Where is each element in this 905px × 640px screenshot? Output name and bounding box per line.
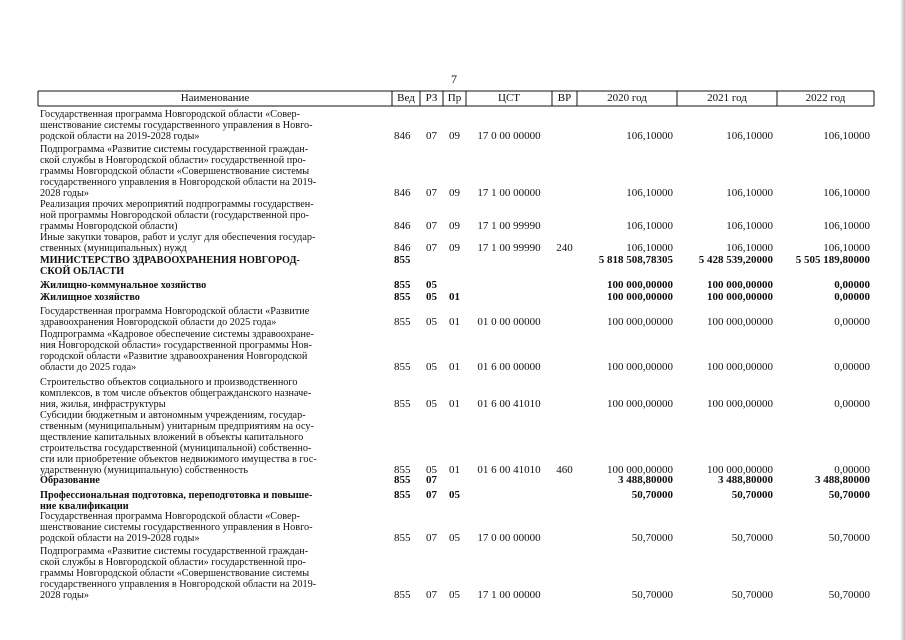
row-rz: 05 bbox=[426, 315, 437, 328]
row-amount-2020: 5 818 508,78305 bbox=[598, 254, 673, 266]
row-name-line: шенствование системы государственного управления в Новго- bbox=[40, 520, 313, 533]
row-name-line: Жилищное хозяйство bbox=[40, 291, 140, 303]
row-pr: 05 bbox=[449, 531, 460, 544]
row-cst: 17 1 00 99990 bbox=[477, 219, 541, 232]
header-2020: 2020 год bbox=[607, 92, 647, 104]
row-name-line: родской области на 2019-2028 годы» bbox=[40, 129, 200, 142]
row-cst: 01 6 00 41010 bbox=[477, 397, 541, 410]
row-amount-2021: 100 000,00000 bbox=[707, 291, 773, 303]
row-name-line: Иные закупки товаров, работ и услуг для обеспечения государ- bbox=[40, 231, 316, 243]
row-amount-2020: 100 000,00000 bbox=[607, 360, 673, 373]
row-rz: 07 bbox=[426, 129, 437, 142]
row-pr: 09 bbox=[449, 241, 460, 254]
row-amount-2022: 0,00000 bbox=[834, 360, 870, 373]
row-amount-2021: 3 488,80000 bbox=[718, 474, 773, 486]
row-ved: 855 bbox=[394, 474, 411, 486]
row-amount-2020: 106,10000 bbox=[626, 219, 673, 232]
row-rz: 07 bbox=[426, 186, 437, 199]
row-amount-2020: 106,10000 bbox=[626, 129, 673, 142]
row-name-line: ственным (муниципальным) унитарным предприятиям на осу- bbox=[40, 419, 314, 432]
row-amount-2021: 100 000,00000 bbox=[707, 463, 773, 476]
row-name-line: Государственная программа Новгородской области «Развитие bbox=[40, 305, 310, 317]
row-ved: 855 bbox=[394, 315, 411, 328]
row-amount-2022: 3 488,80000 bbox=[815, 474, 870, 486]
row-amount-2022: 5 505 189,80000 bbox=[795, 254, 870, 266]
row-pr: 01 bbox=[449, 315, 460, 328]
row-amount-2020: 3 488,80000 bbox=[618, 474, 673, 486]
header-ved: Вед bbox=[397, 92, 415, 104]
row-rz: 07 bbox=[426, 241, 437, 254]
row-amount-2020: 100 000,00000 bbox=[607, 291, 673, 303]
row-amount-2020: 100 000,00000 bbox=[607, 463, 673, 476]
row-ved: 855 bbox=[394, 360, 411, 373]
row-name-line: комплексов, в том числе объектов общегражданского назначе- bbox=[40, 386, 312, 399]
row-cst: 17 1 00 00000 bbox=[477, 186, 541, 199]
row-name-line: строительства государственной (муниципальной) собственно- bbox=[40, 441, 312, 454]
row-name-line: Подпрограмма «Развитие системы государственной граждан- bbox=[40, 143, 309, 155]
row-rz: 07 bbox=[426, 588, 437, 601]
row-rz: 07 bbox=[426, 489, 437, 501]
header-cst: ЦСТ bbox=[498, 92, 520, 104]
page-edge-shadow bbox=[900, 0, 905, 640]
row-cst: 01 0 00 00000 bbox=[477, 315, 541, 328]
row-cst: 17 0 00 00000 bbox=[477, 129, 541, 142]
row-name-line: ной программы Новгородской области (государственной про- bbox=[40, 208, 309, 221]
row-amount-2021: 100 000,00000 bbox=[707, 279, 773, 291]
row-name-line: граммы Новгородской области «Совершенствование системы bbox=[40, 164, 310, 177]
row-name-line: Жилищно-коммунальное хозяйство bbox=[40, 279, 207, 291]
row-amount-2021: 100 000,00000 bbox=[707, 360, 773, 373]
row-amount-2022: 106,10000 bbox=[823, 241, 870, 254]
row-name-line: Профессиональная подготовка, переподготовка и повыше- bbox=[40, 489, 313, 501]
row-name-line: 2028 годы» bbox=[40, 186, 89, 199]
row-rz: 05 bbox=[426, 463, 437, 476]
row-name-line: области до 2025 года» bbox=[40, 360, 137, 373]
row-amount-2020: 50,70000 bbox=[631, 588, 673, 601]
row-rz: 05 bbox=[426, 397, 437, 410]
row-amount-2021: 100 000,00000 bbox=[707, 397, 773, 410]
row-pr: 05 bbox=[449, 489, 460, 501]
header-2021: 2021 год bbox=[707, 92, 747, 104]
row-pr: 01 bbox=[449, 463, 460, 476]
row-amount-2022: 106,10000 bbox=[823, 219, 870, 232]
row-pr: 09 bbox=[449, 129, 460, 142]
row-pr: 05 bbox=[449, 588, 460, 601]
row-ved: 855 bbox=[394, 254, 411, 266]
row-amount-2021: 50,70000 bbox=[731, 489, 773, 501]
row-name-line: Государственная программа Новгородской области «Совер- bbox=[40, 510, 301, 522]
row-rz: 05 bbox=[426, 360, 437, 373]
row-amount-2022: 0,00000 bbox=[834, 279, 870, 291]
row-pr: 09 bbox=[449, 219, 460, 232]
row-amount-2020: 50,70000 bbox=[631, 531, 673, 544]
row-name-line: ния, жилья, инфраструктуры bbox=[40, 397, 166, 410]
row-ved: 855 bbox=[394, 291, 411, 303]
row-name-line: Образование bbox=[40, 474, 100, 486]
row-name-line: Подпрограмма «Развитие системы государственной граждан- bbox=[40, 545, 309, 557]
row-rz: 05 bbox=[426, 279, 437, 291]
row-name-line: ния Новгородской области» государственной программы Нов- bbox=[40, 338, 312, 351]
row-ved: 846 bbox=[394, 241, 411, 254]
row-name-line: граммы Новгородской области «Совершенствование системы bbox=[40, 566, 310, 579]
row-name-line: ственных (муниципальных) нужд bbox=[40, 241, 187, 254]
row-amount-2022: 0,00000 bbox=[834, 315, 870, 328]
row-name-line: СКОЙ ОБЛАСТИ bbox=[40, 264, 125, 277]
row-amount-2022: 106,10000 bbox=[823, 186, 870, 199]
row-amount-2021: 106,10000 bbox=[726, 186, 773, 199]
row-amount-2021: 100 000,00000 bbox=[707, 315, 773, 328]
row-ved: 855 bbox=[394, 588, 411, 601]
row-rz: 05 bbox=[426, 291, 437, 303]
header-2022: 2022 год bbox=[805, 92, 846, 104]
row-name-line: шенствование системы государственного управления в Новго- bbox=[40, 118, 313, 131]
row-name-line: ние квалификации bbox=[40, 499, 129, 512]
row-name-line: сти или приобретение объектов недвижимого имущества в гос- bbox=[40, 452, 317, 465]
row-amount-2022: 0,00000 bbox=[834, 463, 870, 476]
row-name-line: здравоохранения Новгородской области до 2025 года» bbox=[40, 315, 277, 328]
row-ved: 846 bbox=[394, 186, 411, 199]
row-name-line: ской службы в Новгородской области» государственной про- bbox=[40, 153, 306, 166]
row-vr: 240 bbox=[556, 241, 573, 254]
row-amount-2022: 0,00000 bbox=[834, 397, 870, 410]
row-amount-2020: 100 000,00000 bbox=[607, 397, 673, 410]
row-amount-2022: 50,70000 bbox=[828, 489, 870, 501]
row-ved: 855 bbox=[394, 463, 411, 476]
header-vr: ВР bbox=[557, 92, 572, 104]
row-cst: 01 6 00 00000 bbox=[477, 360, 541, 373]
row-cst: 17 0 00 00000 bbox=[477, 531, 541, 544]
row-amount-2022: 50,70000 bbox=[828, 531, 870, 544]
row-ved: 846 bbox=[394, 219, 411, 232]
row-vr: 460 bbox=[556, 463, 573, 476]
row-name-line: городской области «Развитие здравоохранения Новгородской bbox=[40, 349, 308, 362]
row-amount-2021: 50,70000 bbox=[731, 588, 773, 601]
row-rz: 07 bbox=[426, 219, 437, 232]
row-amount-2020: 106,10000 bbox=[626, 186, 673, 199]
row-name-line: МИНИСТЕРСТВО ЗДРАВООХРАНЕНИЯ НОВГОРОД- bbox=[40, 254, 300, 266]
row-name-line: государственного управления в Новгородской области на 2019- bbox=[40, 577, 317, 590]
row-amount-2022: 50,70000 bbox=[828, 588, 870, 601]
row-amount-2021: 106,10000 bbox=[726, 219, 773, 232]
row-name-line: ской службы в Новгородской области» государственной про- bbox=[40, 555, 306, 568]
row-name-line: ществление капитальных вложений в объекты капитального bbox=[40, 430, 304, 443]
page-number: 7 bbox=[451, 72, 457, 86]
row-amount-2022: 0,00000 bbox=[834, 291, 870, 303]
row-name-line: ударственную (муниципальную) собственность bbox=[40, 463, 249, 476]
header-rz: РЗ bbox=[425, 92, 438, 104]
row-amount-2022: 106,10000 bbox=[823, 129, 870, 142]
row-name-line: Подпрограмма «Кадровое обеспечение системы здравоохране- bbox=[40, 328, 314, 340]
row-amount-2020: 106,10000 bbox=[626, 241, 673, 254]
row-amount-2021: 50,70000 bbox=[731, 531, 773, 544]
row-name-line: Государственная программа Новгородской области «Совер- bbox=[40, 108, 301, 120]
row-name-line: 2028 годы» bbox=[40, 588, 89, 601]
row-cst: 17 1 00 00000 bbox=[477, 588, 541, 601]
row-amount-2020: 100 000,00000 bbox=[607, 279, 673, 291]
row-name-line: государственного управления в Новгородской области на 2019- bbox=[40, 175, 317, 188]
row-ved: 855 bbox=[394, 531, 411, 544]
row-name-line: граммы Новгородской области) bbox=[40, 219, 178, 232]
header-name: Наименование bbox=[180, 92, 250, 104]
row-name-line: Субсидии бюджетным и автономным учреждениям, государ- bbox=[40, 409, 306, 421]
row-name-line: Реализация прочих мероприятий подпрограммы государствен- bbox=[40, 198, 314, 210]
row-rz: 07 bbox=[426, 531, 437, 544]
row-rz: 07 bbox=[426, 474, 437, 486]
row-pr: 01 bbox=[449, 360, 460, 373]
row-pr: 01 bbox=[449, 291, 460, 303]
row-cst: 01 6 00 41010 bbox=[477, 463, 541, 476]
row-name-line: Строительство объектов социального и производственного bbox=[40, 376, 298, 388]
header-pr: Пр bbox=[447, 92, 462, 104]
row-cst: 17 1 00 99990 bbox=[477, 241, 541, 254]
row-amount-2020: 100 000,00000 bbox=[607, 315, 673, 328]
row-ved: 855 bbox=[394, 397, 411, 410]
row-amount-2021: 106,10000 bbox=[726, 241, 773, 254]
row-pr: 01 bbox=[449, 397, 460, 410]
row-amount-2021: 106,10000 bbox=[726, 129, 773, 142]
row-ved: 855 bbox=[394, 279, 411, 291]
row-pr: 09 bbox=[449, 186, 460, 199]
row-name-line: родской области на 2019-2028 годы» bbox=[40, 531, 200, 544]
row-ved: 846 bbox=[394, 129, 411, 142]
row-ved: 855 bbox=[394, 489, 411, 501]
row-amount-2020: 50,70000 bbox=[631, 489, 673, 501]
row-amount-2021: 5 428 539,20000 bbox=[698, 254, 773, 266]
